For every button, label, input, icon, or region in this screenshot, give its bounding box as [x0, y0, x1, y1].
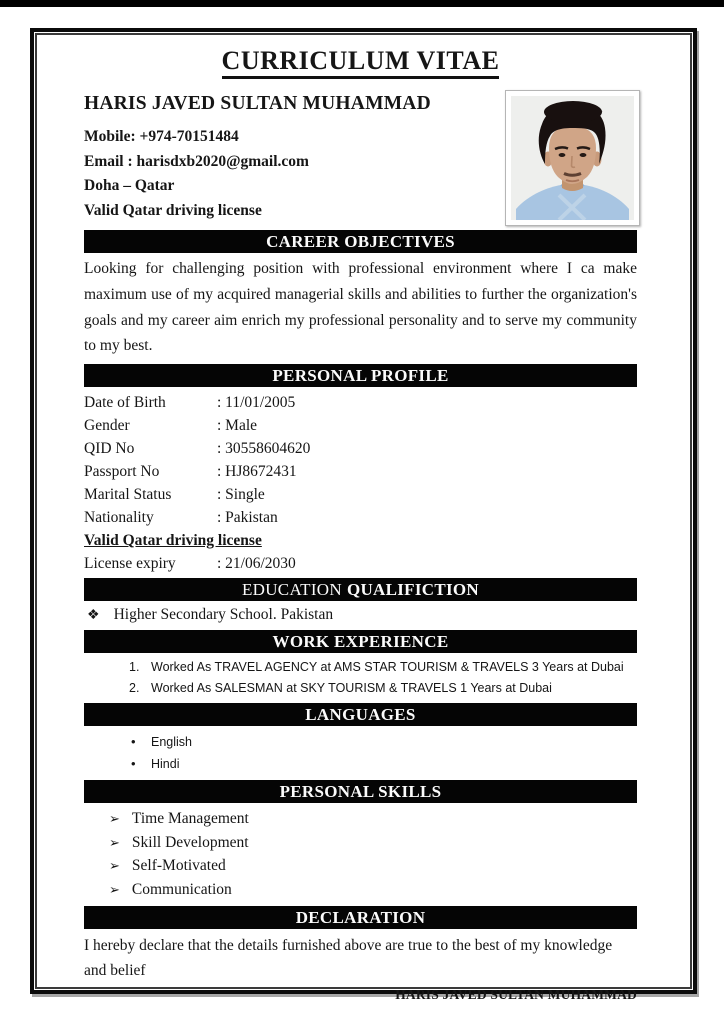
section-header-declaration: DECLARATION: [84, 906, 637, 929]
profile-row-nationality: [84, 506, 637, 529]
profile-label: Marital Status: [84, 486, 172, 504]
skill-item: [84, 878, 637, 902]
signature-name: HARIS JAVED SULTAN MUHAMMAD: [395, 987, 637, 1003]
page-title-text: CURRICULUM VITAE: [222, 46, 500, 79]
career-objectives-text: Looking for challenging position with professional environment where I ca make maximum use of my acquired managerial skills and abilities to further the organization's goals and my career aim enrich my professional personality and to serve my community to my best.: [84, 260, 637, 355]
education-item-text: Higher Secondary School. Pakistan: [113, 606, 334, 624]
profile-row-passport: [84, 460, 637, 483]
profile-label: Nationality: [84, 509, 154, 527]
profile-value: : 11/01/2005: [217, 394, 296, 412]
bullet-icon: •: [131, 756, 136, 772]
driving-license-note: Valid Qatar driving license: [84, 532, 262, 550]
personal-profile-table: [84, 391, 637, 575]
profile-label: Date of Birth: [84, 394, 166, 412]
skill-text: Skill Development: [131, 833, 249, 851]
profile-row-qid: [84, 437, 637, 460]
list-number: 1.: [129, 660, 140, 675]
language-text: English: [151, 735, 192, 750]
page-title: [84, 46, 637, 76]
skill-text: Time Management: [131, 810, 249, 828]
profile-label: License expiry: [84, 555, 176, 573]
profile-row-license-expiry: [84, 552, 637, 575]
education-header-word-2: QUALIFICTION: [346, 580, 480, 600]
language-item: [84, 731, 637, 753]
profile-row-marital-status: [84, 483, 637, 506]
profile-label: Passport No: [84, 463, 160, 481]
work-experience-text: Worked As SALESMAN at SKY TOURISM & TRAVELS 1 Years at Dubai: [151, 681, 552, 696]
section-header-languages: LANGUAGES: [84, 703, 637, 726]
arrow-bullet-icon: ➢: [109, 811, 120, 827]
skill-text: Self-Motivated: [131, 857, 226, 875]
profile-value: : Pakistan: [217, 509, 278, 527]
declaration-text: I hereby declare that the details furnished above are true to the best of my knowledge and belief: [84, 937, 613, 980]
section-header-work-experience: WORK EXPERIENCE: [84, 630, 637, 653]
profile-photo: [505, 90, 640, 226]
contact-mobile: Mobile: +974-70151484: [84, 128, 239, 145]
skill-text: Communication: [131, 880, 232, 898]
profile-value: : HJ8672431: [217, 463, 297, 481]
skill-item: [84, 831, 637, 855]
section-header-personal-profile: PERSONAL PROFILE: [84, 364, 637, 387]
profile-value: : Male: [217, 417, 258, 435]
education-header-word-1: EDUCATION: [241, 580, 342, 600]
skill-item: [84, 854, 637, 878]
scan-edge-strip: [0, 0, 724, 7]
candidate-name: HARIS JAVED SULTAN MUHAMMAD: [84, 93, 431, 114]
work-experience-item: [84, 678, 637, 699]
work-experience-list: [84, 657, 637, 699]
bullet-icon: •: [131, 734, 136, 750]
languages-list: [84, 731, 637, 775]
personal-skills-list: [84, 807, 637, 901]
diamond-bullet-icon: ❖: [87, 608, 100, 624]
language-item: [84, 753, 637, 775]
work-experience-item: [84, 657, 637, 678]
profile-label: QID No: [84, 440, 135, 458]
skill-item: [84, 807, 637, 831]
section-header-personal-skills: PERSONAL SKILLS: [84, 780, 637, 803]
language-text: Hindi: [151, 757, 180, 772]
section-header-education: [84, 578, 637, 601]
education-item: [87, 603, 637, 628]
profile-photo-image: [511, 96, 634, 220]
contact-email: Email : harisdxb2020@gmail.com: [84, 152, 309, 170]
profile-value: : 21/06/2030: [217, 555, 296, 573]
contact-driving-license: Valid Qatar driving license: [84, 201, 262, 219]
profile-value: : 30558604620: [217, 440, 311, 458]
work-experience-text: Worked As TRAVEL AGENCY at AMS STAR TOURISM & TRAVELS 3 Years at Dubai: [151, 660, 624, 675]
profile-label: Gender: [84, 417, 130, 435]
profile-row-gender: [84, 414, 637, 437]
profile-value: : Single: [217, 486, 265, 504]
section-header-career-objectives: CAREER OBJECTIVES: [84, 230, 637, 253]
arrow-bullet-icon: ➢: [109, 881, 120, 897]
arrow-bullet-icon: ➢: [109, 834, 120, 850]
profile-row-dob: [84, 391, 637, 414]
contact-location: Doha – Qatar: [84, 177, 175, 194]
arrow-bullet-icon: ➢: [109, 858, 120, 874]
list-number: 2.: [129, 681, 140, 696]
